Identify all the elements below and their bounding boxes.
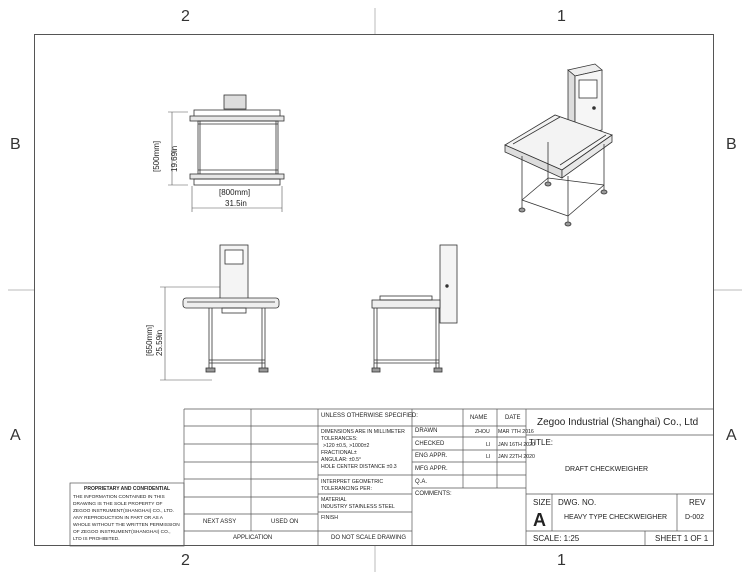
approval-date: JAN 16TH 2020 bbox=[498, 442, 535, 448]
approval-role: ENG APPR. bbox=[415, 453, 448, 459]
no-scale-label: DO NOT SCALE DRAWING bbox=[331, 535, 407, 541]
rev-value: D-002 bbox=[685, 514, 705, 521]
zone-label-right-b: B bbox=[726, 136, 737, 153]
interpret-line: TOLERANCING PER: bbox=[321, 486, 372, 492]
dim-mm: [500mm] bbox=[152, 140, 161, 172]
material-label: MATERIAL bbox=[321, 497, 347, 503]
approval-name: LI bbox=[486, 454, 491, 460]
finish-label: FINISH bbox=[321, 515, 339, 521]
tolerance-header: UNLESS OTHERWISE SPECIFIED: bbox=[321, 413, 418, 419]
rev-label: REV bbox=[689, 498, 706, 507]
company-name: Zegoo Industrial (Shanghai) Co., Ltd bbox=[537, 417, 699, 428]
proprietary-line: THE INFORMATION CONTAINED IN THIS bbox=[73, 495, 165, 500]
front-view bbox=[183, 245, 279, 372]
side-view bbox=[372, 245, 457, 372]
tolerance-line: DIMENSIONS ARE IN MILLIMETER bbox=[321, 429, 405, 435]
proprietary-line: ZEGOO INSTRUMENT(SHANGHAI) CO., LTD. bbox=[73, 509, 174, 514]
proprietary-line: WHOLE WITHOUT THE WRITTEN PERMISSION bbox=[73, 523, 180, 528]
zone-label-top-1: 1 bbox=[557, 8, 566, 25]
size-value: A bbox=[533, 510, 546, 530]
zone-label-top-2: 2 bbox=[181, 8, 190, 25]
proprietary-title: PROPRIETARY AND CONFIDENTIAL bbox=[84, 486, 171, 492]
top-view-width-dimension-in: 31.5in bbox=[225, 199, 247, 208]
top-view-height-dimension bbox=[152, 132, 161, 172]
top-view bbox=[190, 95, 284, 185]
title-label: TITLE: bbox=[529, 438, 554, 447]
front-view-height-dimension-mm: [650mm] bbox=[145, 324, 154, 356]
tolerance-line: ANGULAR: ±0.5° bbox=[321, 457, 362, 463]
zone-label-bottom-2: 2 bbox=[181, 552, 190, 569]
zone-label-bottom-1: 1 bbox=[557, 552, 566, 569]
dim-in: 19.69in bbox=[170, 145, 179, 172]
approval-role: Q.A. bbox=[415, 479, 428, 485]
front-view-height-dimension-in: 25.59in bbox=[155, 329, 164, 356]
next-assy-label: NEXT ASSY bbox=[203, 519, 237, 525]
material-value: INDUSTRY STAINLESS STEEL bbox=[321, 504, 395, 510]
tolerance-line: HOLE CENTER DISTANCE ±0.3 bbox=[321, 464, 397, 470]
proprietary-line: ANY REPRODUCTION IN PART OR AS A bbox=[73, 516, 164, 521]
zone-label-left-b: B bbox=[10, 136, 21, 153]
size-label: SIZE bbox=[533, 498, 551, 507]
dwg-no-value: HEAVY TYPE CHECKWEIGHER bbox=[564, 514, 668, 521]
comments-label: COMMENTS: bbox=[415, 491, 452, 497]
approval-name: ZHOU bbox=[475, 429, 490, 435]
tolerance-line: >120 ±0.5, >1000±2 bbox=[323, 443, 370, 449]
proprietary-line: OF ZEGOO INSTRUMENT(SHANGHAI) CO., bbox=[73, 530, 171, 535]
proprietary-line: DRAWING IS THE SOLE PROPERTY OF bbox=[73, 502, 163, 507]
approval-name: LI bbox=[486, 442, 491, 448]
approval-role: DRAWN bbox=[415, 428, 438, 434]
tolerance-line: FRACTIONAL± bbox=[321, 450, 357, 456]
approval-date: MAR 7TH 2016 bbox=[498, 429, 534, 435]
tolerance-line: TOLERANCES: bbox=[321, 436, 358, 442]
proprietary-line: LTD IS PROHIBITED. bbox=[73, 537, 120, 542]
application-label: APPLICATION bbox=[233, 535, 273, 541]
approval-role: MFG APPR. bbox=[415, 466, 448, 472]
isometric-view bbox=[505, 64, 612, 226]
used-on-label: USED ON bbox=[271, 519, 299, 525]
date-header: DATE bbox=[505, 415, 521, 421]
approval-date: JAN 22TH 2020 bbox=[498, 454, 535, 460]
interpret-line: INTERPRET GEOMETRIC bbox=[321, 479, 384, 485]
drawing-title: DRAFT CHECKWEIGHER bbox=[565, 466, 649, 473]
name-header: NAME bbox=[470, 415, 488, 421]
zone-label-left-a: A bbox=[10, 427, 21, 444]
sheet-label: SHEET 1 OF 1 bbox=[655, 534, 709, 543]
approval-role: CHECKED bbox=[415, 441, 445, 447]
zone-label-right-a: A bbox=[726, 427, 737, 444]
top-view-height-dimension-in bbox=[170, 146, 179, 172]
top-view-width-dimension-mm: [800mm] bbox=[219, 188, 251, 197]
dwg-no-label: DWG. NO. bbox=[558, 498, 597, 507]
scale-label: SCALE: 1:25 bbox=[533, 534, 580, 543]
